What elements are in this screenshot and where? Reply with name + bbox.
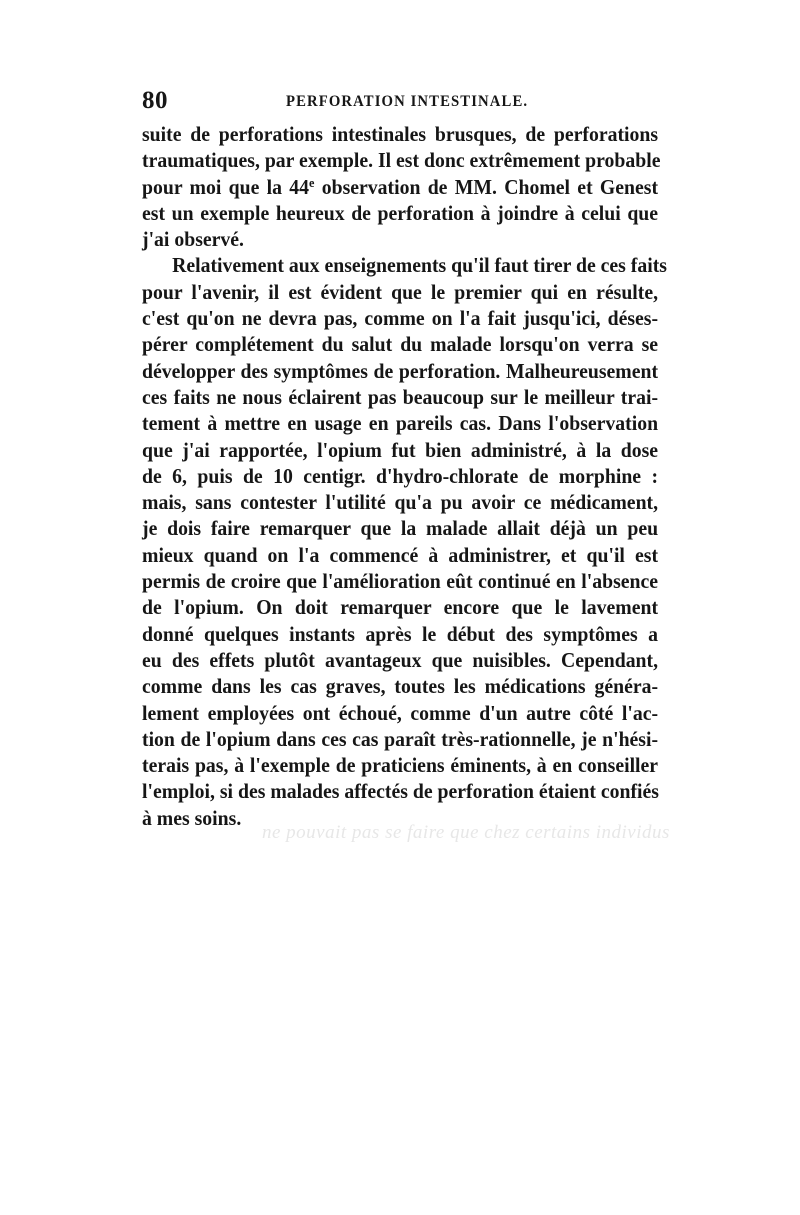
superscript: e xyxy=(308,174,315,190)
text-line: développer des symptômes de perforation. Malheureusement xyxy=(142,358,659,383)
text-line: lement employées ont échoué, comme d'un autre côté l'ac- xyxy=(142,700,659,725)
text-line: mais, sans contester l'utilité qu'a pu avoir ce médicament, xyxy=(142,490,659,515)
text-line: je dois faire remarquer que la malade allait déjà un peu xyxy=(142,516,659,541)
text-line xyxy=(142,174,658,200)
body-text xyxy=(142,121,667,831)
text-line: eu des effets plutôt avantageux que nuisibles. Cependant, xyxy=(142,647,659,672)
text-line: l'emploi, si des malades affectés de perforation étaient confiés xyxy=(142,779,659,804)
text-line: de 6, puis de 10 centigr. d'hydro-chlorate de morphine : xyxy=(142,463,659,488)
text-line: comme dans les cas graves, toutes les médications généra- xyxy=(142,674,659,699)
text-line: ces faits ne nous éclairent pas beaucoup sur le meilleur trai- xyxy=(142,384,659,409)
bleed-through-text: ne pouvait pas se faire que chez certains individus xyxy=(262,822,670,843)
text-line: c'est qu'on ne devra pas, comme on l'a fait jusqu'ici, déses- xyxy=(142,306,659,331)
page-number: 80 xyxy=(142,87,168,114)
running-title: PERFORATION INTESTINALE. xyxy=(286,93,529,110)
text-line: tement à mettre en usage en pareils cas. Dans l'observation xyxy=(142,411,659,436)
text-line: à mes soins. xyxy=(142,805,242,830)
text-fragment: observation de MM. Chomel et Genest xyxy=(314,174,659,199)
text-line: terais pas, à l'exemple de praticiens éminents, à en conseiller xyxy=(142,753,659,778)
text-fragment: pour moi que la 44 xyxy=(142,174,309,199)
text-line: suite de perforations intestinales brusques, de perforations xyxy=(142,122,659,146)
text-line: pérer complétement du salut du malade lorsqu'on verra se xyxy=(142,332,659,357)
text-line: traumatiques, par exemple. Il est donc extrêmement probable xyxy=(142,148,661,173)
text-line: de l'opium. On doit remarquer encore que le lavement xyxy=(142,595,659,620)
text-line: est un exemple heureux de perforation à joindre à celui que xyxy=(142,200,659,225)
text-line: mieux quand on l'a commencé à administrer, et qu'il est xyxy=(142,542,659,567)
text-line: permis de croire que l'amélioration eût continué en l'absence xyxy=(142,569,659,594)
text-line: que j'ai rapportée, l'opium fut bien administré, à la dose xyxy=(142,437,659,462)
text-line: pour l'avenir, il est évident que le premier qui en résulte, xyxy=(142,279,659,304)
text-line: tion de l'opium dans ces cas paraît très-rationnelle, je n'hési- xyxy=(142,726,659,751)
paragraph-first-line: Relativement aux enseignements qu'il faut tirer de ces faits xyxy=(172,253,667,278)
text-line: j'ai observé. xyxy=(142,227,244,252)
text-line: donné quelques instants après le début des symptômes a xyxy=(142,621,659,646)
running-head xyxy=(142,86,662,116)
